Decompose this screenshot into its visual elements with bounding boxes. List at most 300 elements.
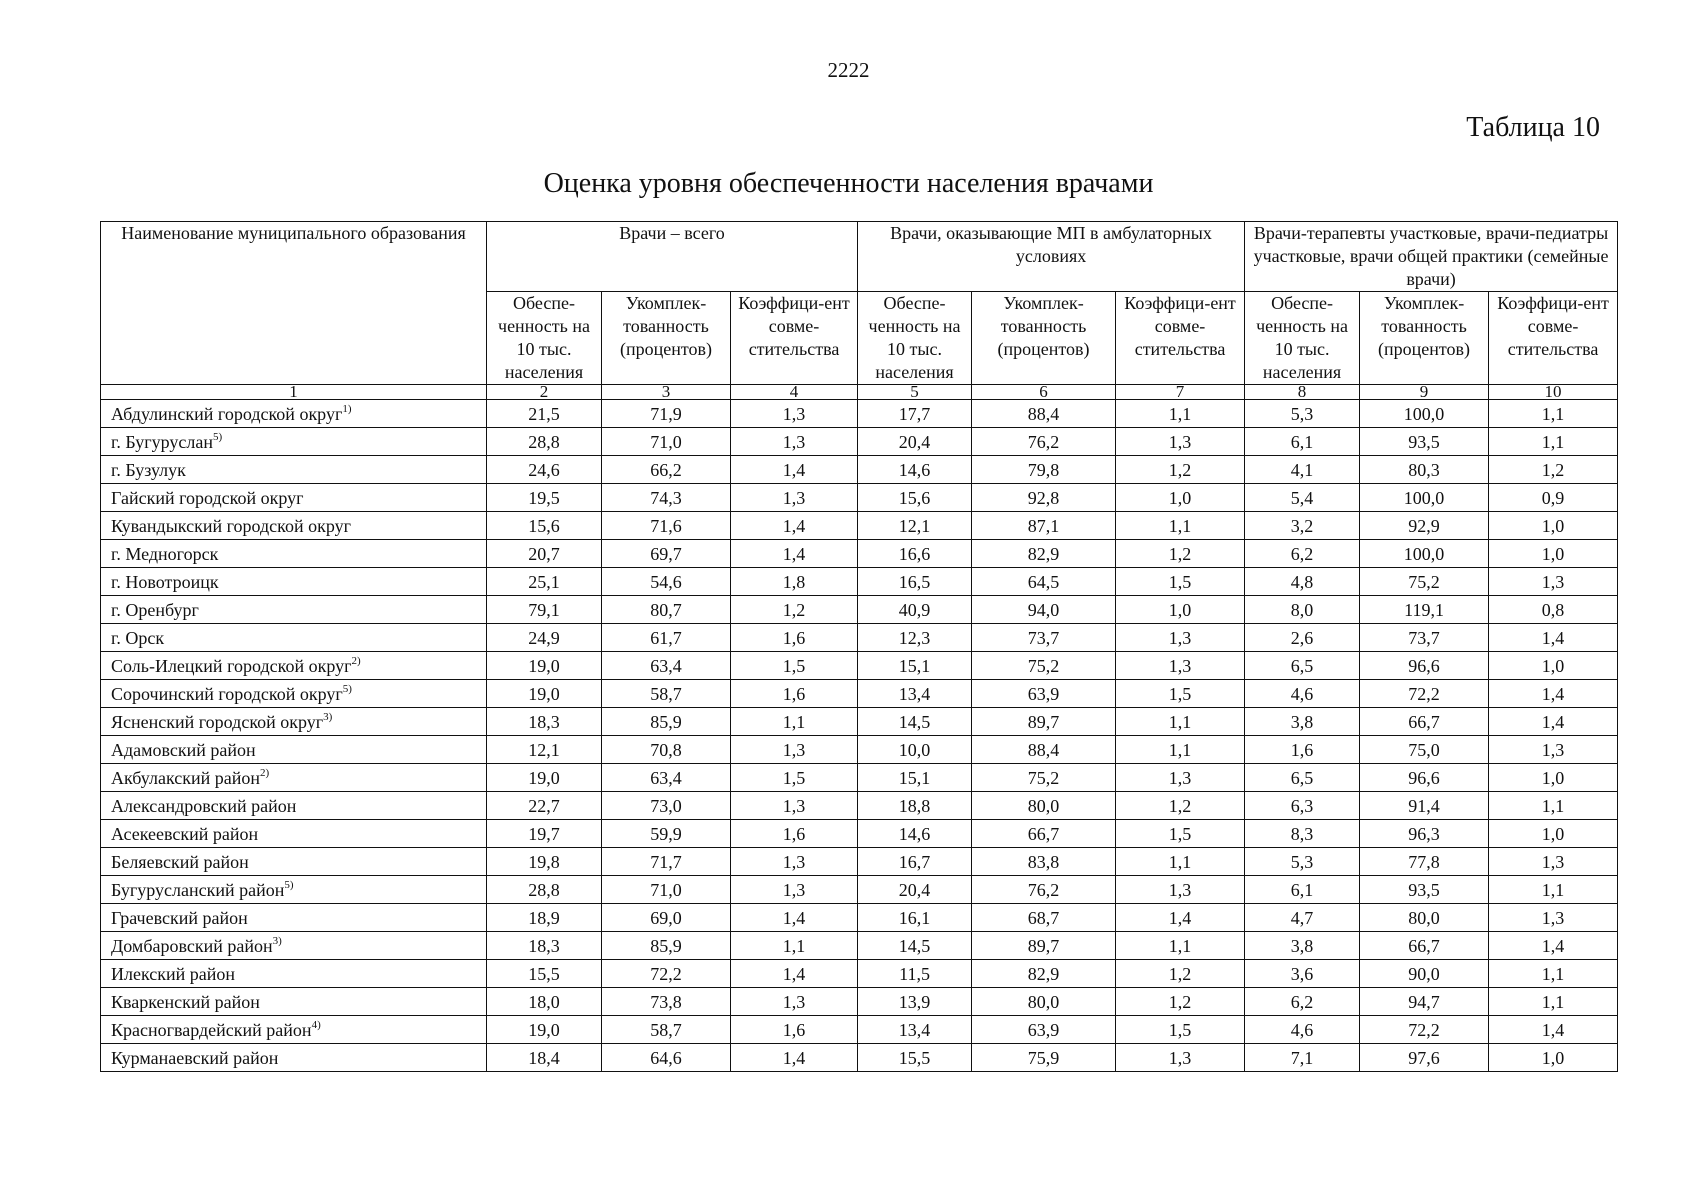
value-cell: 1,2 <box>1116 456 1245 484</box>
value-cell: 82,9 <box>972 960 1116 988</box>
value-cell: 28,8 <box>487 428 602 456</box>
value-cell: 6,2 <box>1245 540 1360 568</box>
value-cell: 1,0 <box>1489 512 1618 540</box>
municipality-name-cell <box>101 568 487 596</box>
value-cell: 1,2 <box>1489 456 1618 484</box>
column-number: 6 <box>972 385 1116 400</box>
table-row <box>101 820 1618 848</box>
value-cell: 1,3 <box>731 400 858 428</box>
value-cell: 19,7 <box>487 820 602 848</box>
table-row <box>101 540 1618 568</box>
footnote-mark: 1) <box>342 402 352 415</box>
table-row <box>101 484 1618 512</box>
header-subcol: Коэффици-ент совме-стительства <box>731 292 858 385</box>
value-cell: 6,1 <box>1245 428 1360 456</box>
municipality-name: г. Орск <box>111 627 165 648</box>
value-cell: 59,9 <box>602 820 731 848</box>
table-row <box>101 652 1618 680</box>
value-cell: 19,0 <box>487 1016 602 1044</box>
header-subcol: Укомплек-тованность (процентов) <box>1360 292 1489 385</box>
value-cell: 3,6 <box>1245 960 1360 988</box>
header-subcol: Коэффици-ент совме-стительства <box>1116 292 1245 385</box>
municipality-name-cell <box>101 400 487 428</box>
municipality-name-cell <box>101 1044 487 1072</box>
value-cell: 18,4 <box>487 1044 602 1072</box>
value-cell: 93,5 <box>1360 876 1489 904</box>
value-cell: 94,0 <box>972 596 1116 624</box>
value-cell: 64,6 <box>602 1044 731 1072</box>
value-cell: 16,1 <box>858 904 972 932</box>
value-cell: 1,3 <box>1116 428 1245 456</box>
table-row <box>101 904 1618 932</box>
value-cell: 1,4 <box>731 512 858 540</box>
value-cell: 93,5 <box>1360 428 1489 456</box>
value-cell: 1,5 <box>1116 1016 1245 1044</box>
value-cell: 15,1 <box>858 652 972 680</box>
value-cell: 1,1 <box>1116 932 1245 960</box>
value-cell: 75,0 <box>1360 736 1489 764</box>
column-number: 8 <box>1245 385 1360 400</box>
municipality-name-cell <box>101 736 487 764</box>
footnote-mark: 5) <box>212 430 223 443</box>
value-cell: 1,4 <box>731 960 858 988</box>
value-cell: 1,1 <box>1116 736 1245 764</box>
value-cell: 13,4 <box>858 1016 972 1044</box>
value-cell: 64,5 <box>972 568 1116 596</box>
value-cell: 28,8 <box>487 876 602 904</box>
municipality-name-cell <box>101 624 487 652</box>
value-cell: 88,4 <box>972 736 1116 764</box>
value-cell: 72,2 <box>602 960 731 988</box>
value-cell: 85,9 <box>602 932 731 960</box>
value-cell: 19,0 <box>487 652 602 680</box>
municipality-name: Илекский район <box>111 963 236 984</box>
footnote-mark: 2) <box>351 654 361 667</box>
value-cell: 100,0 <box>1360 540 1489 568</box>
value-cell: 4,6 <box>1245 1016 1360 1044</box>
value-cell: 18,0 <box>487 988 602 1016</box>
value-cell: 1,1 <box>1489 876 1618 904</box>
value-cell: 79,1 <box>487 596 602 624</box>
page-number: 2222 <box>827 58 870 82</box>
value-cell: 1,3 <box>731 876 858 904</box>
value-cell: 20,4 <box>858 428 972 456</box>
municipality-name-cell <box>101 540 487 568</box>
value-cell: 100,0 <box>1360 400 1489 428</box>
value-cell: 69,0 <box>602 904 731 932</box>
footnote-mark: 2) <box>260 766 270 779</box>
value-cell: 88,4 <box>972 400 1116 428</box>
value-cell: 1,3 <box>1489 904 1618 932</box>
value-cell: 1,1 <box>1489 792 1618 820</box>
value-cell: 14,6 <box>858 456 972 484</box>
municipality-name: Бугурусланский район <box>111 879 285 900</box>
value-cell: 19,0 <box>487 764 602 792</box>
value-cell: 77,8 <box>1360 848 1489 876</box>
value-cell: 6,2 <box>1245 988 1360 1016</box>
value-cell: 1,1 <box>1116 512 1245 540</box>
column-number: 3 <box>602 385 731 400</box>
value-cell: 1,4 <box>1489 680 1618 708</box>
value-cell: 71,0 <box>602 876 731 904</box>
value-cell: 17,7 <box>858 400 972 428</box>
municipality-name-cell <box>101 876 487 904</box>
footnote-mark: 4) <box>311 1018 321 1031</box>
municipality-name-cell <box>101 820 487 848</box>
value-cell: 73,8 <box>602 988 731 1016</box>
value-cell: 1,3 <box>1116 876 1245 904</box>
value-cell: 1,1 <box>1116 708 1245 736</box>
value-cell: 15,5 <box>487 960 602 988</box>
value-cell: 1,4 <box>1116 904 1245 932</box>
value-cell: 1,1 <box>731 932 858 960</box>
value-cell: 80,7 <box>602 596 731 624</box>
value-cell: 18,3 <box>487 932 602 960</box>
value-cell: 24,6 <box>487 456 602 484</box>
value-cell: 21,5 <box>487 400 602 428</box>
value-cell: 1,5 <box>731 764 858 792</box>
value-cell: 1,3 <box>731 428 858 456</box>
table-row <box>101 568 1618 596</box>
value-cell: 3,8 <box>1245 708 1360 736</box>
value-cell: 63,4 <box>602 764 731 792</box>
value-cell: 1,3 <box>731 736 858 764</box>
municipality-name: Ясненский городской округ <box>111 711 324 732</box>
table-row <box>101 876 1618 904</box>
value-cell: 71,6 <box>602 512 731 540</box>
value-cell: 3,2 <box>1245 512 1360 540</box>
column-number: 7 <box>1116 385 1245 400</box>
value-cell: 1,2 <box>1116 540 1245 568</box>
value-cell: 80,0 <box>972 792 1116 820</box>
value-cell: 16,6 <box>858 540 972 568</box>
value-cell: 71,0 <box>602 428 731 456</box>
column-number: 9 <box>1360 385 1489 400</box>
value-cell: 4,1 <box>1245 456 1360 484</box>
value-cell: 14,5 <box>858 708 972 736</box>
value-cell: 66,7 <box>972 820 1116 848</box>
value-cell: 1,0 <box>1489 1044 1618 1072</box>
value-cell: 3,8 <box>1245 932 1360 960</box>
table-row <box>101 1016 1618 1044</box>
value-cell: 1,1 <box>1489 428 1618 456</box>
municipality-name-cell <box>101 428 487 456</box>
value-cell: 54,6 <box>602 568 731 596</box>
municipality-name-cell <box>101 764 487 792</box>
value-cell: 91,4 <box>1360 792 1489 820</box>
value-cell: 76,2 <box>972 428 1116 456</box>
footnote-mark: 5) <box>284 878 294 891</box>
value-cell: 12,1 <box>858 512 972 540</box>
value-cell: 14,6 <box>858 820 972 848</box>
value-cell: 5,3 <box>1245 848 1360 876</box>
footnote-mark: 5) <box>342 682 352 695</box>
municipality-name: Абдулинский городской округ <box>111 403 343 424</box>
table-row <box>101 456 1618 484</box>
column-number: 4 <box>731 385 858 400</box>
value-cell: 96,3 <box>1360 820 1489 848</box>
value-cell: 10,0 <box>858 736 972 764</box>
value-cell: 70,8 <box>602 736 731 764</box>
value-cell: 89,7 <box>972 932 1116 960</box>
header-subcol: Обеспе-ченность на 10 тыс. населения <box>858 292 972 385</box>
column-number: 10 <box>1489 385 1618 400</box>
value-cell: 4,7 <box>1245 904 1360 932</box>
value-cell: 80,3 <box>1360 456 1489 484</box>
municipality-name: Адамовский район <box>111 739 256 760</box>
value-cell: 1,6 <box>1245 736 1360 764</box>
municipality-name: г. Бугуруслан <box>111 431 213 452</box>
column-number: 2 <box>487 385 602 400</box>
value-cell: 1,1 <box>1489 400 1618 428</box>
column-number: 1 <box>101 385 487 400</box>
value-cell: 1,5 <box>731 652 858 680</box>
header-subcol: Коэффици-ент совме-стительства <box>1489 292 1618 385</box>
value-cell: 1,6 <box>731 1016 858 1044</box>
municipality-name: Соль-Илецкий городской округ <box>111 655 352 676</box>
value-cell: 22,7 <box>487 792 602 820</box>
footnote-mark: 3) <box>272 934 282 947</box>
municipality-name: Кваркенский район <box>111 991 260 1012</box>
value-cell: 1,4 <box>731 540 858 568</box>
value-cell: 87,1 <box>972 512 1116 540</box>
table-row <box>101 400 1618 428</box>
value-cell: 13,4 <box>858 680 972 708</box>
value-cell: 1,3 <box>1116 1044 1245 1072</box>
value-cell: 1,2 <box>731 596 858 624</box>
value-cell: 94,7 <box>1360 988 1489 1016</box>
value-cell: 5,4 <box>1245 484 1360 512</box>
table-row <box>101 680 1618 708</box>
value-cell: 1,2 <box>1116 792 1245 820</box>
value-cell: 24,9 <box>487 624 602 652</box>
header-subcol: Укомплек-тованность (процентов) <box>602 292 731 385</box>
municipality-name: Домбаровский район <box>111 935 273 956</box>
value-cell: 1,0 <box>1489 820 1618 848</box>
value-cell: 11,5 <box>858 960 972 988</box>
value-cell: 1,3 <box>1116 624 1245 652</box>
value-cell: 79,8 <box>972 456 1116 484</box>
value-cell: 20,4 <box>858 876 972 904</box>
value-cell: 66,2 <box>602 456 731 484</box>
table-row <box>101 848 1618 876</box>
value-cell: 18,8 <box>858 792 972 820</box>
value-cell: 68,7 <box>972 904 1116 932</box>
value-cell: 6,5 <box>1245 764 1360 792</box>
value-cell: 58,7 <box>602 1016 731 1044</box>
value-cell: 1,4 <box>1489 1016 1618 1044</box>
value-cell: 1,4 <box>731 904 858 932</box>
value-cell: 75,2 <box>972 764 1116 792</box>
municipality-name: Беляевский район <box>111 851 249 872</box>
value-cell: 73,7 <box>1360 624 1489 652</box>
municipality-name: г. Оренбург <box>111 599 199 620</box>
value-cell: 19,8 <box>487 848 602 876</box>
value-cell: 1,6 <box>731 680 858 708</box>
value-cell: 5,3 <box>1245 400 1360 428</box>
table-label: Таблица 10 <box>1466 112 1600 143</box>
header-row-groups <box>101 222 1618 292</box>
value-cell: 12,1 <box>487 736 602 764</box>
municipality-name-cell <box>101 680 487 708</box>
value-cell: 1,0 <box>1116 596 1245 624</box>
table-row <box>101 708 1618 736</box>
value-cell: 1,0 <box>1489 764 1618 792</box>
value-cell: 1,3 <box>1489 848 1618 876</box>
value-cell: 72,2 <box>1360 1016 1489 1044</box>
value-cell: 6,1 <box>1245 876 1360 904</box>
value-cell: 1,3 <box>731 848 858 876</box>
document-title: Оценка уровня обеспеченности населения врачами <box>543 168 1154 199</box>
value-cell: 8,3 <box>1245 820 1360 848</box>
value-cell: 76,2 <box>972 876 1116 904</box>
municipality-name: Красногвардейский район <box>111 1019 312 1040</box>
column-number-row <box>101 385 1618 400</box>
municipality-name-cell <box>101 512 487 540</box>
value-cell: 1,3 <box>1116 652 1245 680</box>
value-cell: 15,5 <box>858 1044 972 1072</box>
value-cell: 1,8 <box>731 568 858 596</box>
value-cell: 72,2 <box>1360 680 1489 708</box>
value-cell: 1,3 <box>1489 736 1618 764</box>
value-cell: 75,2 <box>1360 568 1489 596</box>
value-cell: 12,3 <box>858 624 972 652</box>
value-cell: 1,1 <box>731 708 858 736</box>
municipality-name-cell <box>101 932 487 960</box>
municipality-name-cell <box>101 904 487 932</box>
value-cell: 7,1 <box>1245 1044 1360 1072</box>
municipality-name-cell <box>101 456 487 484</box>
value-cell: 1,2 <box>1116 960 1245 988</box>
value-cell: 92,9 <box>1360 512 1489 540</box>
value-cell: 75,2 <box>972 652 1116 680</box>
municipality-name: г. Медногорск <box>111 543 219 564</box>
value-cell: 82,9 <box>972 540 1116 568</box>
value-cell: 69,7 <box>602 540 731 568</box>
value-cell: 96,6 <box>1360 652 1489 680</box>
table-row <box>101 1044 1618 1072</box>
value-cell: 4,8 <box>1245 568 1360 596</box>
value-cell: 75,9 <box>972 1044 1116 1072</box>
doctors-table <box>100 221 1618 1072</box>
municipality-name-cell <box>101 1016 487 1044</box>
value-cell: 6,5 <box>1245 652 1360 680</box>
value-cell: 0,9 <box>1489 484 1618 512</box>
municipality-name: Сорочинский городской округ <box>111 683 343 704</box>
value-cell: 6,3 <box>1245 792 1360 820</box>
table-body <box>101 382 1618 1072</box>
municipality-name: Кувандыкский городской округ <box>111 515 352 536</box>
value-cell: 73,7 <box>972 624 1116 652</box>
value-cell: 40,9 <box>858 596 972 624</box>
value-cell: 1,1 <box>1489 960 1618 988</box>
value-cell: 1,5 <box>1116 680 1245 708</box>
value-cell: 1,3 <box>731 988 858 1016</box>
value-cell: 18,9 <box>487 904 602 932</box>
value-cell: 66,7 <box>1360 932 1489 960</box>
value-cell: 71,9 <box>602 400 731 428</box>
value-cell: 97,6 <box>1360 1044 1489 1072</box>
municipality-name: г. Новотроицк <box>111 571 219 592</box>
value-cell: 83,8 <box>972 848 1116 876</box>
municipality-name: Александровский район <box>111 795 297 816</box>
value-cell: 73,0 <box>602 792 731 820</box>
municipality-name-cell <box>101 792 487 820</box>
municipality-name-cell <box>101 708 487 736</box>
value-cell: 14,5 <box>858 932 972 960</box>
value-cell: 16,7 <box>858 848 972 876</box>
municipality-name: Асекеевский район <box>111 823 259 844</box>
municipality-name-cell <box>101 652 487 680</box>
value-cell: 1,5 <box>1116 568 1245 596</box>
value-cell: 16,5 <box>858 568 972 596</box>
value-cell: 90,0 <box>1360 960 1489 988</box>
value-cell: 100,0 <box>1360 484 1489 512</box>
value-cell: 1,1 <box>1489 988 1618 1016</box>
header-subcol: Обеспе-ченность на 10 тыс. населения <box>1245 292 1360 385</box>
value-cell: 89,7 <box>972 708 1116 736</box>
value-cell: 13,9 <box>858 988 972 1016</box>
value-cell: 63,4 <box>602 652 731 680</box>
value-cell: 1,0 <box>1489 540 1618 568</box>
municipality-name-cell <box>101 960 487 988</box>
value-cell: 61,7 <box>602 624 731 652</box>
table-row <box>101 624 1618 652</box>
value-cell: 15,1 <box>858 764 972 792</box>
header-group-outpatient: Врачи, оказывающие МП в амбулаторных условиях <box>858 222 1245 292</box>
value-cell: 1,0 <box>1489 652 1618 680</box>
value-cell: 1,4 <box>1489 624 1618 652</box>
value-cell: 1,4 <box>1489 708 1618 736</box>
value-cell: 19,5 <box>487 484 602 512</box>
header-name-col: Наименование муниципального образования <box>101 222 487 385</box>
table-row <box>101 932 1618 960</box>
value-cell: 1,4 <box>731 1044 858 1072</box>
value-cell: 58,7 <box>602 680 731 708</box>
value-cell: 2,6 <box>1245 624 1360 652</box>
value-cell: 1,6 <box>731 624 858 652</box>
value-cell: 25,1 <box>487 568 602 596</box>
value-cell: 63,9 <box>972 680 1116 708</box>
value-cell: 1,4 <box>731 456 858 484</box>
value-cell: 1,6 <box>731 820 858 848</box>
municipality-name: Гайский городской округ <box>111 487 304 508</box>
value-cell: 18,3 <box>487 708 602 736</box>
header-subcol: Обеспе-ченность на 10 тыс. населения <box>487 292 602 385</box>
municipality-name-cell <box>101 988 487 1016</box>
value-cell: 1,5 <box>1116 820 1245 848</box>
table-row <box>101 512 1618 540</box>
table-row <box>101 960 1618 988</box>
column-number: 5 <box>858 385 972 400</box>
value-cell: 66,7 <box>1360 708 1489 736</box>
municipality-name: Грачевский район <box>111 907 248 928</box>
value-cell: 1,1 <box>1116 848 1245 876</box>
value-cell: 15,6 <box>487 512 602 540</box>
value-cell: 1,3 <box>731 792 858 820</box>
value-cell: 96,6 <box>1360 764 1489 792</box>
header-subcol: Укомплек-тованность (процентов) <box>972 292 1116 385</box>
value-cell: 1,3 <box>1489 568 1618 596</box>
value-cell: 4,6 <box>1245 680 1360 708</box>
value-cell: 8,0 <box>1245 596 1360 624</box>
value-cell: 1,2 <box>1116 988 1245 1016</box>
value-cell: 15,6 <box>858 484 972 512</box>
value-cell: 71,7 <box>602 848 731 876</box>
value-cell: 1,3 <box>731 484 858 512</box>
table-row <box>101 764 1618 792</box>
municipality-name: Курманаевский район <box>111 1047 279 1068</box>
